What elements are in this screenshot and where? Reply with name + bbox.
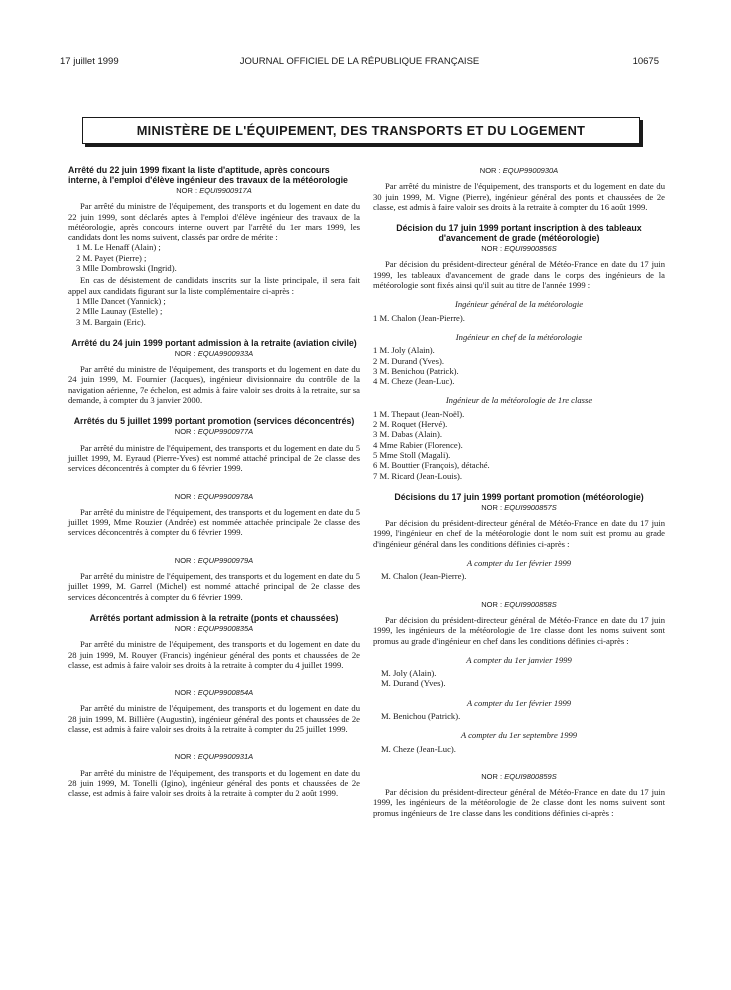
nor-reference xyxy=(373,600,665,610)
list-item: 2 M. Roquet (Hervé). xyxy=(373,419,448,430)
promotion-list xyxy=(373,744,665,754)
right-column xyxy=(373,165,665,818)
nor-label: NOR : xyxy=(481,244,503,254)
nor-code: EQUI9800859S xyxy=(504,771,557,781)
nor-reference xyxy=(68,492,360,502)
nor-label: NOR : xyxy=(174,623,196,633)
nor-reference xyxy=(68,624,360,634)
nor-code: EQUI9900856S xyxy=(504,244,557,254)
nor-reference xyxy=(373,244,665,254)
list-item: 1 M. Le Henaff (Alain) ; xyxy=(76,242,161,253)
nor-code: EQUP9900854A xyxy=(197,688,254,698)
header-journal-title: JOURNAL OFFICIEL DE LA RÉPUBLIQUE FRANÇAISE xyxy=(239,56,480,67)
nor-code: EQUP9900977A xyxy=(197,427,254,437)
nor-label: NOR : xyxy=(176,186,198,195)
grade-list xyxy=(373,313,665,323)
list-item: M. Cheze (Jean-Luc). xyxy=(381,743,456,754)
paragraph: Par arrêté du ministre de l'équipement, des transports et du logement en date du 24 juin 1999, M. Fournier (Jacques), ingénieur divisionnaire du contrôle de la navigation aérienne, 7e échelon, est admis à faire valoir ses droits à la retraite, sur sa demande, à compter du 3 janvier 2000. xyxy=(68,364,360,406)
candidate-list xyxy=(68,242,360,273)
complementary-list xyxy=(68,296,360,327)
list-item: M. Durand (Yves). xyxy=(381,678,446,689)
nor-code: EQUP9900931A xyxy=(197,752,254,762)
nor-label: NOR : xyxy=(174,427,196,437)
list-item: 6 M. Bouttier (François), détaché. xyxy=(373,460,490,471)
section-title: Arrêté du 24 juin 1999 portant admission à la retraite (aviation civile) xyxy=(71,337,357,348)
list-item: 3 M. Benichou (Patrick). xyxy=(373,365,459,376)
decisions-promotion-meteo xyxy=(373,492,665,818)
list-item: M. Joly (Alain). xyxy=(381,668,437,679)
nor-code: EQUI9900917A xyxy=(199,186,252,195)
nor-code: EQUI9900858S xyxy=(504,599,557,609)
section-title: Décision du 17 juin 1999 portant inscription à des tableaux d'avancement de grade (météorologie) xyxy=(396,223,642,244)
nor-reference xyxy=(68,186,360,196)
list-item: 3 M. Dabas (Alain). xyxy=(373,429,442,440)
nor-reference xyxy=(68,752,360,762)
nor-code: EQUP9900835A xyxy=(197,623,254,633)
list-item: 3 Mlle Dombrowski (Ingrid). xyxy=(76,263,177,274)
list-item: 5 Mme Stoll (Magali). xyxy=(373,449,451,460)
nor-reference xyxy=(68,688,360,698)
header-date: 17 juillet 1999 xyxy=(60,56,119,67)
list-item: 7 M. Ricard (Jean-Louis). xyxy=(373,470,463,481)
arrete-retraite-vigne xyxy=(373,166,665,212)
paragraph: Par arrêté du ministre de l'équipement, des transports et du logement en date du 22 juin 1999, sont déclarés aptes à l'emploi d'élève ingénieur des travaux de la météorologie, après concours interne ouvert par l'arrêté du 1er mars 1999, les candidats dont les noms suivent, classés par ordre de mérite : xyxy=(68,201,360,243)
paragraph: Par arrêté du ministre de l'équipement, des transports et du logement en date du 28 juin 1999, M. Tonelli (Igino), ingénieur général des ponts et chaussées de 2e classe, est admis à faire valoir ses droits à la retraite à compter du 2 août 1999. xyxy=(68,767,360,799)
section-title: Arrêté du 22 juin 1999 fixant la liste d'aptitude, après concours interne, à l'emploi d'élève ingénieur des travaux de la météorologie xyxy=(68,165,348,185)
paragraph: Par arrêté du ministre de l'équipement, des transports et du logement en date du 30 juin 1999, M. Vigne (Pierre), ingénieur général des ponts et chaussées de 2e classe, est admis à faire valoir ses droits à la retraite à compter du 16 août 1999. xyxy=(373,181,665,212)
grade-list xyxy=(373,345,665,386)
nor-label: NOR : xyxy=(481,771,503,781)
nor-code: EQUI9900857S xyxy=(504,502,557,512)
list-item: 4 M. Cheze (Jean-Luc). xyxy=(373,376,455,387)
promotion-list xyxy=(373,711,665,721)
nor-label: NOR : xyxy=(481,599,503,609)
arrete-liste-aptitude xyxy=(68,165,360,327)
nor-label: NOR : xyxy=(174,555,196,565)
list-item: M. Benichou (Patrick). xyxy=(381,710,461,721)
list-item: 1 M. Chalon (Jean-Pierre). xyxy=(373,312,465,323)
promotion-list xyxy=(373,668,665,689)
grade-heading: Ingénieur de la météorologie de 1re classe xyxy=(445,395,593,406)
list-item: 1 M. Joly (Alain). xyxy=(373,345,435,356)
paragraph: Par décision du président-directeur général de Météo-France en date du 17 juin 1999, les tableaux d'avancement de grade dans le corps des ingénieurs de la météorologie sont fixés ainsi qu'il suit au titre de l'année 1999 : xyxy=(373,259,665,291)
nor-code: EQUP9900930A xyxy=(502,166,559,175)
left-column xyxy=(68,165,360,798)
section-title: Arrêtés du 5 juillet 1999 portant promotion (services déconcentrés) xyxy=(73,416,355,427)
paragraph: Par arrêté du ministre de l'équipement, des transports et du logement en date du 5 juillet 1999, M. Garrel (Michel) est nommé attaché principal de 2e classe des services déconcentrés à compter du 6 février 1999. xyxy=(68,571,360,602)
grade-heading: Ingénieur en chef de la météorologie xyxy=(455,331,583,342)
effective-date: A compter du 1er février 1999 xyxy=(466,697,572,708)
nor-label: NOR : xyxy=(174,752,196,762)
list-item: 2 M. Payet (Pierre) ; xyxy=(76,252,147,263)
list-item: 2 Mlle Launay (Estelle) ; xyxy=(76,306,163,317)
paragraph: Par décision du président-directeur général de Météo-France en date du 17 juin 1999, les ingénieurs de la météorologie de 1re classe dont les noms suivent sont promus au grade d'ingénieur en chef dans les conditions définies ci-après : xyxy=(373,614,665,646)
nor-label: NOR : xyxy=(479,166,501,175)
promotion-list xyxy=(373,571,665,581)
list-item: 1 M. Thepaut (Jean-Noël). xyxy=(373,408,465,419)
paragraph: Par arrêté du ministre de l'équipement, des transports et du logement en date du 28 juin 1999, M. Rouyer (Francis) ingénieur général des ponts et chaussées de 2e classe, est admis à faire valoir ses droits à la retraite à compter du 4 juillet 1999. xyxy=(68,639,360,670)
nor-label: NOR : xyxy=(174,688,196,698)
paragraph: En cas de désistement de candidats inscrits sur la liste principale, il sera fait appel aux candidats figurant sur la liste complémentaire ci-après : xyxy=(68,275,360,296)
nor-label: NOR : xyxy=(481,502,503,512)
nor-reference xyxy=(68,349,360,359)
arretes-retraite-ponts xyxy=(68,613,360,799)
nor-code: EQUA9900933A xyxy=(197,348,254,358)
list-item: 1 Mlle Dancet (Yannick) ; xyxy=(76,295,166,306)
nor-reference xyxy=(373,503,665,513)
effective-date: A compter du 1er septembre 1999 xyxy=(460,730,578,741)
list-item: 3 M. Bargain (Eric). xyxy=(76,316,146,327)
section-title: Arrêtés portant admission à la retraite (ponts et chaussées) xyxy=(89,612,339,623)
nor-label: NOR : xyxy=(174,348,196,358)
list-item: 4 Mme Rabier (Florence). xyxy=(373,439,463,450)
nor-code: EQUP9900979A xyxy=(197,555,254,565)
paragraph: Par décision du président-directeur général de Météo-France en date du 17 juin 1999, les ingénieurs de la météorologie de 2e classe dont les noms suivent sont promus ingénieurs de 1re classe dans les conditions définies ci-après : xyxy=(373,787,665,818)
header-page-number: 10675 xyxy=(632,56,659,67)
list-item: M. Chalon (Jean-Pierre). xyxy=(381,571,467,582)
page-header xyxy=(60,56,659,70)
nor-label: NOR : xyxy=(174,491,196,501)
ministry-heading: MINISTÈRE DE L'ÉQUIPEMENT, DES TRANSPORTS ET DU LOGEMENT xyxy=(82,117,640,144)
nor-reference xyxy=(373,772,665,782)
nor-reference xyxy=(373,166,665,176)
effective-date: A compter du 1er février 1999 xyxy=(466,558,572,569)
list-item: 2 M. Durand (Yves). xyxy=(373,355,444,366)
grade-list xyxy=(373,409,665,481)
nor-reference xyxy=(68,427,360,437)
decision-tableaux-avancement xyxy=(373,223,665,481)
nor-reference xyxy=(68,556,360,566)
grade-heading: Ingénieur général de la météorologie xyxy=(454,299,584,310)
paragraph: Par arrêté du ministre de l'équipement, des transports et du logement en date du 5 juillet 1999, M. Eyraud (Pierre-Yves) est nommé attaché principal de 2e classe des services déconcentrés à compter du 6 février 1999. xyxy=(68,442,360,474)
paragraph: Par arrêté du ministre de l'équipement, des transports et du logement en date du 5 juillet 1999, Mme Rouzier (Andrée) est nommée attachée principale 2e classe des services déconcentrés à compter du 6 février 1999. xyxy=(68,506,360,538)
arretes-promotion-services xyxy=(68,416,360,602)
nor-code: EQUP9900978A xyxy=(197,491,254,501)
arrete-retraite-aviation xyxy=(68,338,360,405)
paragraph: Par arrêté du ministre de l'équipement, des transports et du logement en date du 28 juin 1999, M. Billière (Augustin), ingénieur général des ponts et chaussées de 2e classe, est admis à faire valoir ses droits à la retraite à compter du 25 juillet 1999. xyxy=(68,703,360,734)
effective-date: A compter du 1er janvier 1999 xyxy=(466,654,572,665)
section-title: Décisions du 17 juin 1999 portant promotion (météorologie) xyxy=(394,491,644,502)
paragraph: Par décision du président-directeur général de Météo-France en date du 17 juin 1999, l'ingénieur en chef de la météorologie dont le nom suit est promu au grade d'ingénieur général dans les conditions définies ci-après : xyxy=(373,518,665,549)
